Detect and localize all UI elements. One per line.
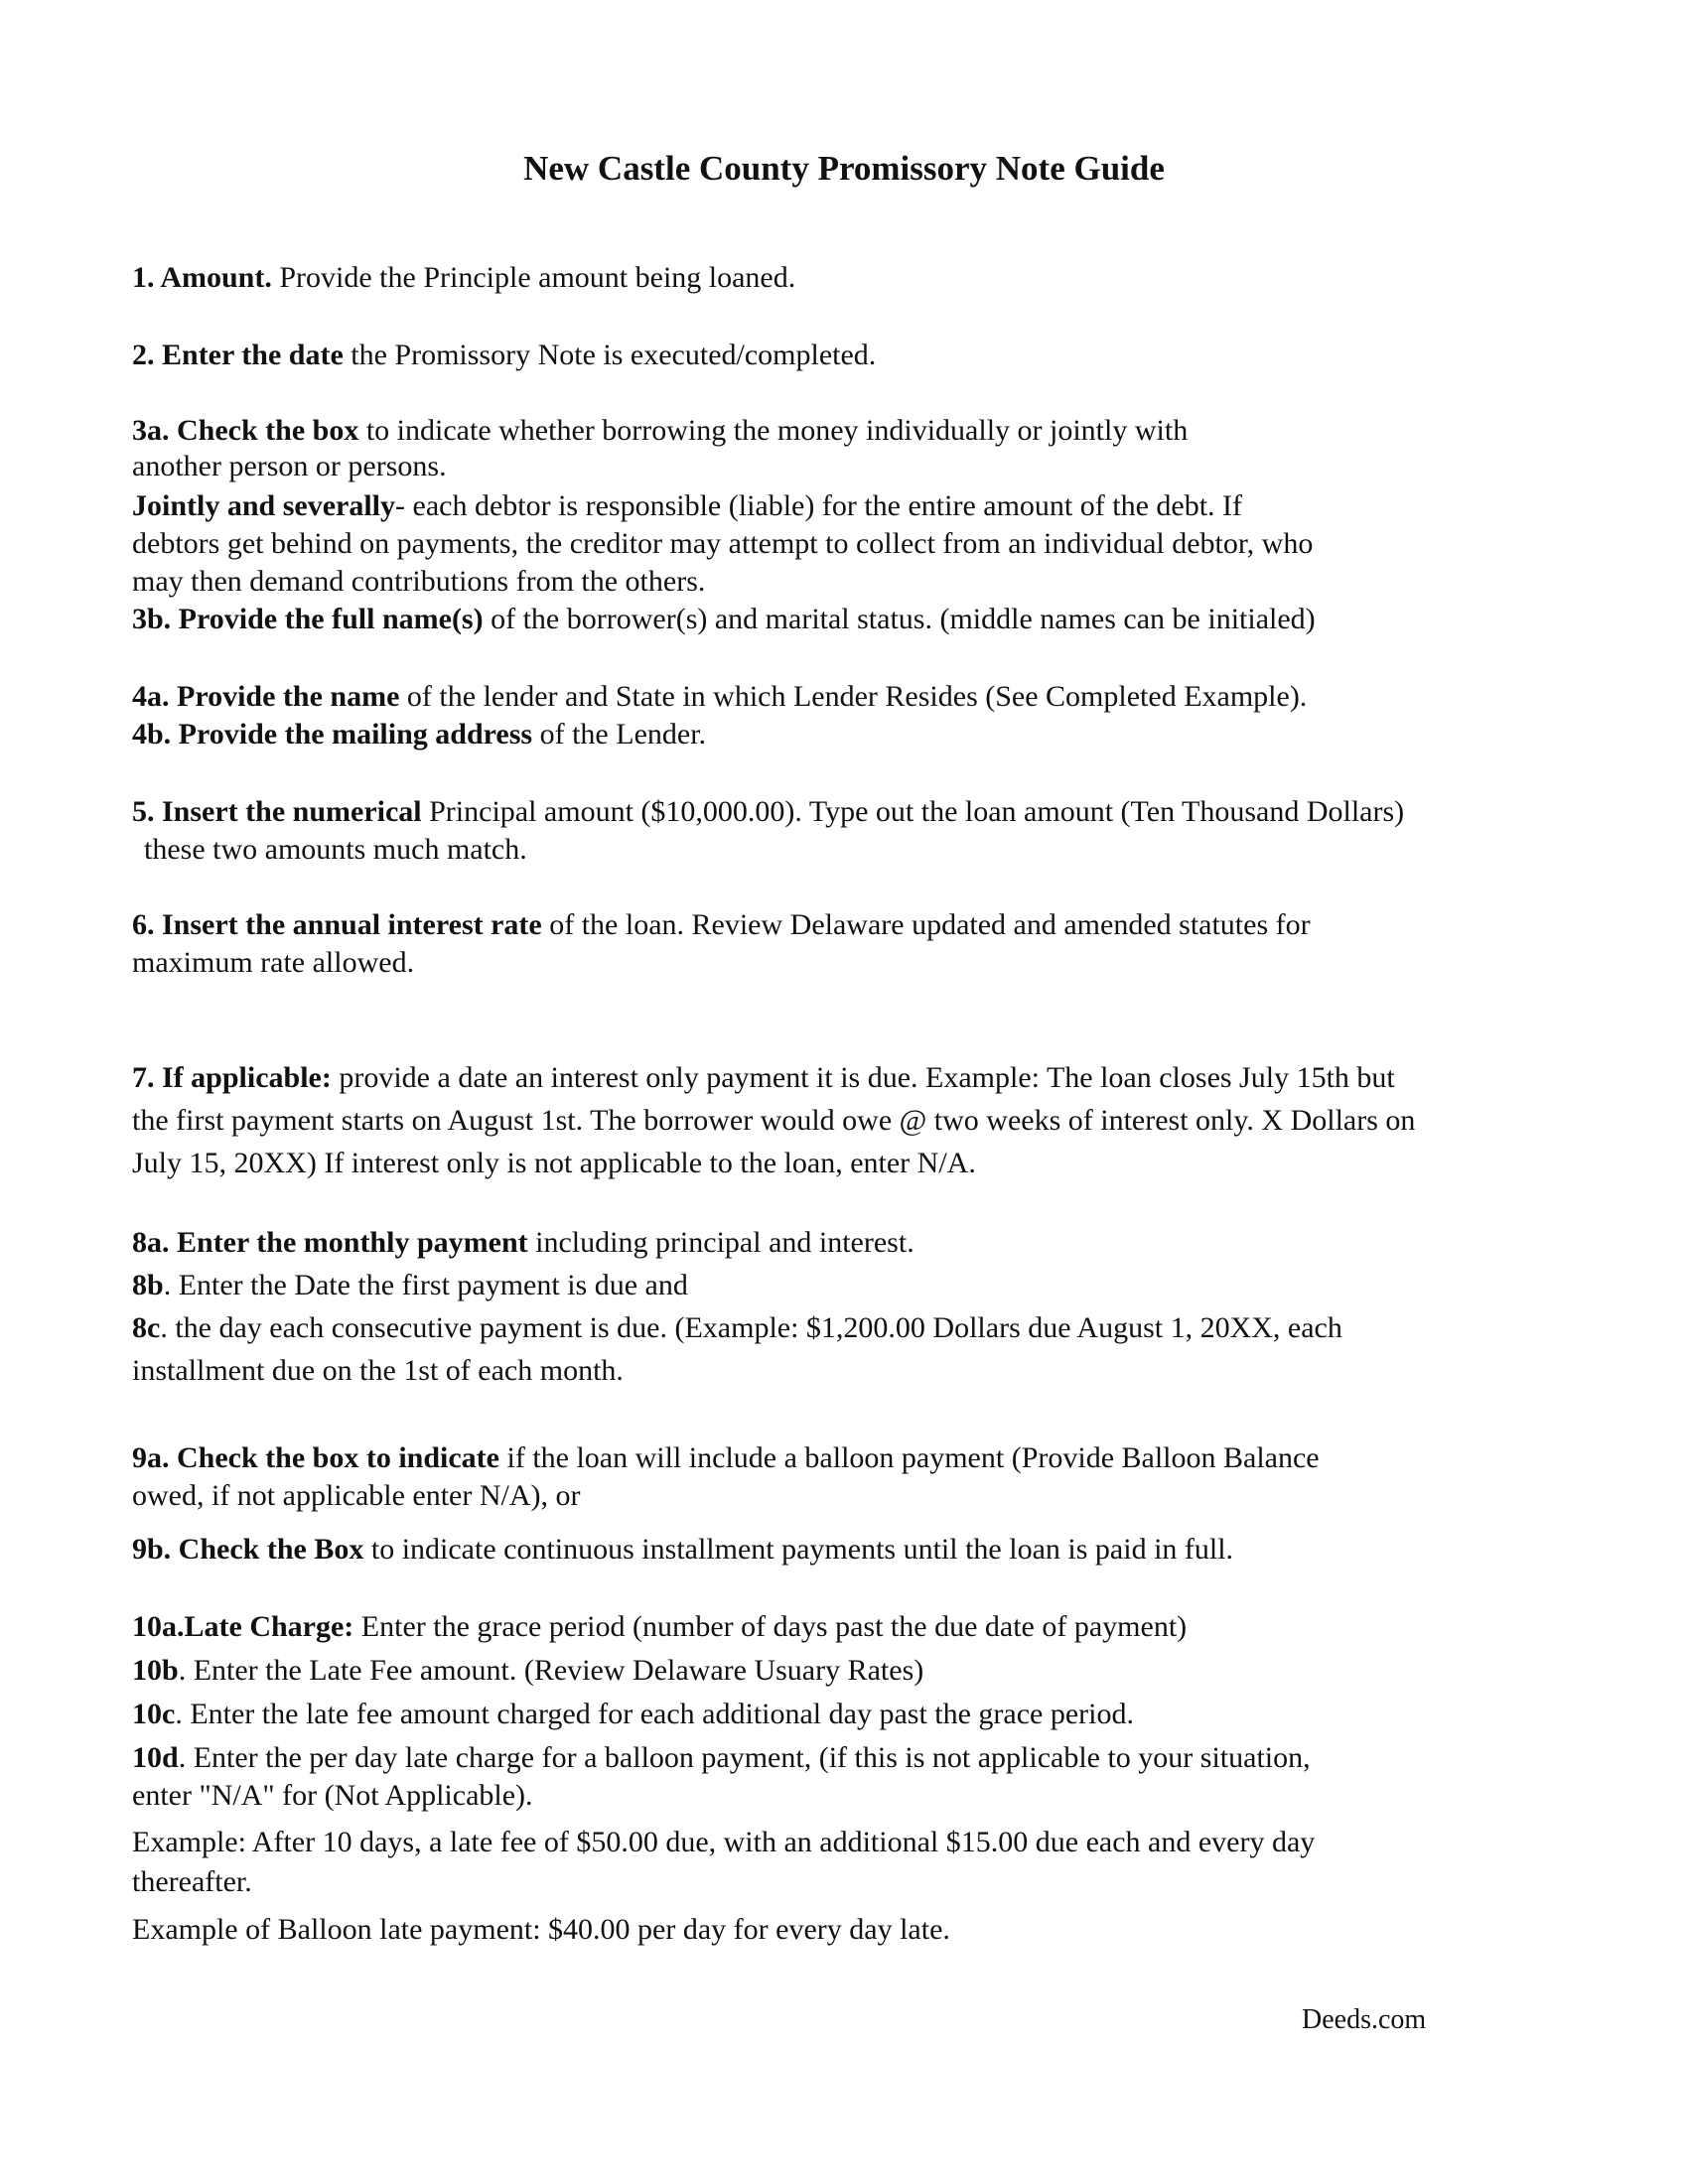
guide-line <box>132 1778 533 1814</box>
page-title: New Castle County Promissory Note Guide <box>523 149 1165 188</box>
guide-line-text: of the lender and State in which Lender Resides (See Completed Example). <box>399 680 1308 713</box>
guide-line <box>132 1478 581 1514</box>
guide-line-heading: 10a.Late Charge: <box>132 1610 354 1643</box>
guide-line <box>132 1060 1395 1096</box>
guide-line <box>132 679 1307 715</box>
guide-line <box>132 1103 1415 1139</box>
guide-line-heading: 10b <box>132 1654 179 1687</box>
guide-line-heading: 8a. Enter the monthly payment <box>132 1226 528 1259</box>
guide-line-text: another person or persons. <box>132 450 447 482</box>
guide-line <box>132 1146 976 1181</box>
guide-line-text: the Promissory Note is executed/completed. <box>343 339 877 371</box>
guide-line <box>132 1532 1233 1568</box>
guide-line-text: . the day each consecutive payment is due. (Example: $1,200.00 Dollars due August 1, 20XX, each <box>160 1311 1342 1344</box>
guide-line <box>132 717 706 752</box>
guide-line <box>132 564 705 600</box>
guide-line-text: . Enter the late fee amount charged for each additional day past the grace period. <box>175 1698 1135 1730</box>
guide-line <box>132 1353 624 1389</box>
guide-line-text: maximum rate allowed. <box>132 946 415 979</box>
guide-line-heading: 10d <box>132 1741 179 1774</box>
guide-line-text: owed, if not applicable enter N/A), or <box>132 1479 581 1512</box>
guide-line-text: if the loan will include a balloon payment (Provide Balloon Balance <box>499 1441 1320 1474</box>
guide-line <box>132 526 1313 562</box>
guide-line <box>132 602 1316 637</box>
guide-line-text: Provide the Principle amount being loaned. <box>271 261 796 294</box>
guide-line <box>132 1912 950 1948</box>
guide-line-heading: 4a. Provide the name <box>132 680 400 713</box>
guide-line <box>132 338 876 373</box>
guide-line-text: provide a date an interest only payment it is due. Example: The loan closes July 15th but <box>331 1061 1395 1094</box>
guide-line <box>132 1225 914 1261</box>
guide-line-heading: 7. If applicable: <box>132 1061 332 1094</box>
guide-line <box>132 1653 923 1689</box>
guide-line-heading: 6. Insert the annual interest rate <box>132 908 542 941</box>
guide-line-text: thereafter. <box>132 1865 252 1898</box>
guide-line-text: to indicate continuous installment payments until the loan is paid in full. <box>363 1533 1234 1566</box>
guide-line-heading: 4b. Provide the mailing address <box>132 718 533 751</box>
guide-line-text: Example: After 10 days, a late fee of $50.00 due, with an additional $15.00 due each and every day <box>132 1826 1316 1858</box>
guide-line <box>132 1609 1187 1645</box>
guide-line-text: of the Lender. <box>532 718 707 751</box>
guide-line-heading: 2. Enter the date <box>132 339 344 371</box>
guide-line-text: to indicate whether borrowing the money individually or jointly with <box>358 414 1189 447</box>
guide-line <box>144 832 527 868</box>
guide-line-text: debtors get behind on payments, the creditor may attempt to collect from an individual debtor, who <box>132 527 1314 560</box>
guide-line-text: Example of Balloon late payment: $40.00 per day for every day late. <box>132 1913 950 1946</box>
guide-line <box>132 1740 1311 1776</box>
guide-line-heading: 8b <box>132 1269 164 1301</box>
guide-line-text: July 15, 20XX) If interest only is not applicable to the loan, enter N/A. <box>132 1147 976 1179</box>
guide-line-text: . Enter the per day late charge for a balloon payment, (if this is not applicable to your situation, <box>178 1741 1311 1774</box>
guide-line <box>132 413 1188 449</box>
guide-line <box>132 945 414 981</box>
guide-line-heading: 9b. Check the Box <box>132 1533 364 1566</box>
guide-line-heading: 3b. Provide the full name(s) <box>132 603 484 635</box>
guide-line <box>132 1310 1342 1346</box>
guide-line-text: . Enter the Late Fee amount. (Review Delaware Usuary Rates) <box>178 1654 924 1687</box>
guide-line-heading: 8c <box>132 1311 161 1344</box>
guide-line-text: these two amounts much match. <box>144 833 527 866</box>
guide-line-text: including principal and interest. <box>527 1226 914 1259</box>
guide-line-text: enter "N/A" for (Not Applicable). <box>132 1779 533 1812</box>
guide-line-text: Principal amount ($10,000.00). Type out the loan amount (Ten Thousand Dollars) <box>421 795 1405 828</box>
guide-line-text: may then demand contributions from the others. <box>132 565 706 598</box>
guide-line <box>132 1697 1134 1732</box>
guide-line <box>132 1268 688 1303</box>
guide-line <box>132 1825 1315 1860</box>
guide-line-heading: 10c <box>132 1698 176 1730</box>
guide-line <box>132 794 1404 830</box>
guide-line-text: the first payment starts on August 1st. The borrower would owe @ two weeks of interest only. X Dollars on <box>132 1104 1416 1137</box>
guide-line-text: Enter the grace period (number of days past the due date of payment) <box>353 1610 1188 1643</box>
guide-line-heading: 9a. Check the box to indicate <box>132 1441 499 1474</box>
guide-line <box>132 260 795 296</box>
guide-line-text: . Enter the Date the first payment is due and <box>163 1269 688 1301</box>
guide-line-heading: 3a. Check the box <box>132 414 359 447</box>
guide-line-heading: 1. Amount. <box>132 261 272 294</box>
guide-line <box>132 907 1311 943</box>
footer-brand: Deeds.com <box>1302 2004 1427 2035</box>
guide-line-text: installment due on the 1st of each month. <box>132 1354 624 1387</box>
guide-line <box>132 1440 1320 1476</box>
guide-line-text: of the loan. Review Delaware updated and amended statutes for <box>541 908 1311 941</box>
guide-line <box>132 1864 252 1900</box>
guide-line-heading: Jointly and severally <box>132 489 396 522</box>
guide-line-text: of the borrower(s) and marital status. (middle names can be initialed) <box>483 603 1316 635</box>
guide-line <box>132 488 1242 524</box>
guide-line-text: - each debtor is responsible (liable) for the entire amount of the debt. If <box>395 489 1243 522</box>
guide-line-heading: 5. Insert the numerical <box>132 795 422 828</box>
guide-line <box>132 449 447 484</box>
